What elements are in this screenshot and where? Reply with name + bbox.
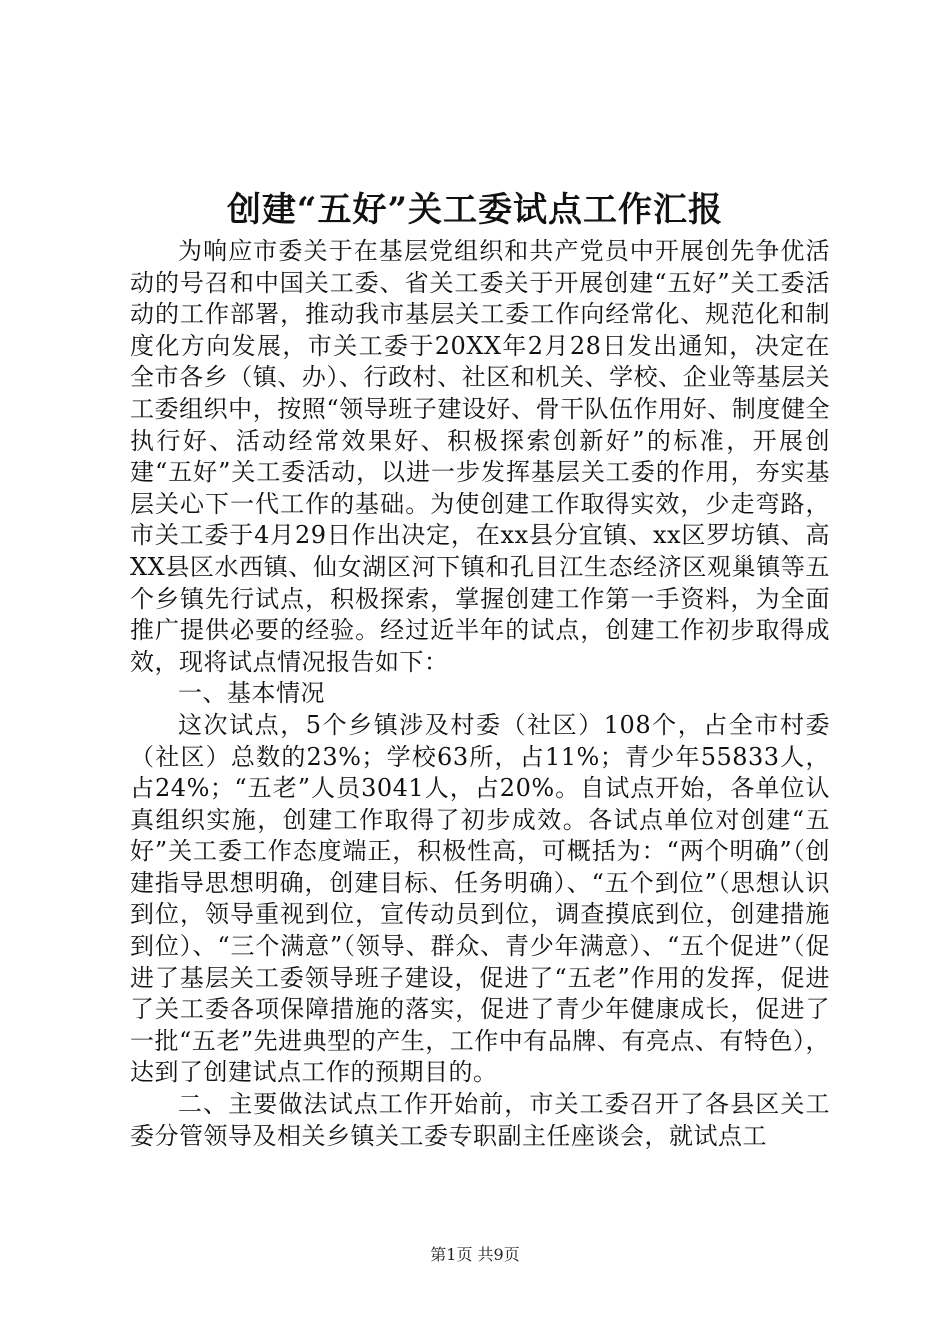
document-title: 创建“五好”关工委试点工作汇报 [226, 190, 724, 230]
section-heading-basic: 一、基本情况 [178, 679, 325, 708]
main-methods-paragraph: 二、主要做法试点工作开始前，市关工委召开了各县区关工委分管领导及相关乡镇关工委专职副主任座谈会，就试点工 [130, 1090, 830, 1150]
page-number-footer: 第1页 共9页 [430, 1245, 520, 1264]
intro-paragraph: 为响应市委关于在基层党组织和共产党员中开展创先争优活动的号召和中国关工委、省关工委关于开展创建“五好”关工委活动的工作部署，推动我市基层关工委工作向经常化、规范化和制度化方向发展，市关工委于20XX年2月28日发出通知，决定在全市各乡（镇、办）、行政村、社区和机关、学校、企业等基层关工委组织中，按照“领导班子建设好、骨干队伍作用好、制度健全执行好、活动经常效果好、积极探索创新好”的标准，开展创建“五好”关工委活动，以进一步发挥基层关工委的作用，夯实基层关心下一代工作的基础。为使创建工作取得实效，少走弯路，市关工委于4月29日作出决定，在xx县分宜镇、xx区罗坊镇、高XX县区水西镇、仙女湖区河下镇和孔目江生态经济区观巢镇等五个乡镇先行试点，积极探索，掌握创建工作第一手资料，为全面推广提供必要的经验。经过近半年的试点，创建工作初步取得成效，现将试点情况报告如下： [130, 237, 830, 676]
document-body [130, 236, 830, 1152]
basic-situation-paragraph: 这次试点，5个乡镇涉及村委（社区）108个，占全市村委（社区）总数的23%；学校63所，占11%；青少年55833人，占24%；“五老”人员3041人，占20%。自试点开始，各单位认真组织实施，创建工作取得了初步成效。各试点单位对创建“五好”关工委工作态度端正，积极性高，可概括为：“两个明确”（创建指导思想明确，创建目标、任务明确）、“五个到位”（思想认识到位，领导重视到位，宣传动员到位，调查摸底到位，创建措施到位）、“三个满意”（领导、群众、青少年满意）、“五个促进”（促进了基层关工委领导班子建设，促进了“五老”作用的发挥，促进了关工委各项保障措施的落实，促进了青少年健康成长，促进了一批“五老”先进典型的产生，工作中有品牌、有亮点、有特色），达到了创建试点工作的预期目的。 [130, 710, 830, 1087]
